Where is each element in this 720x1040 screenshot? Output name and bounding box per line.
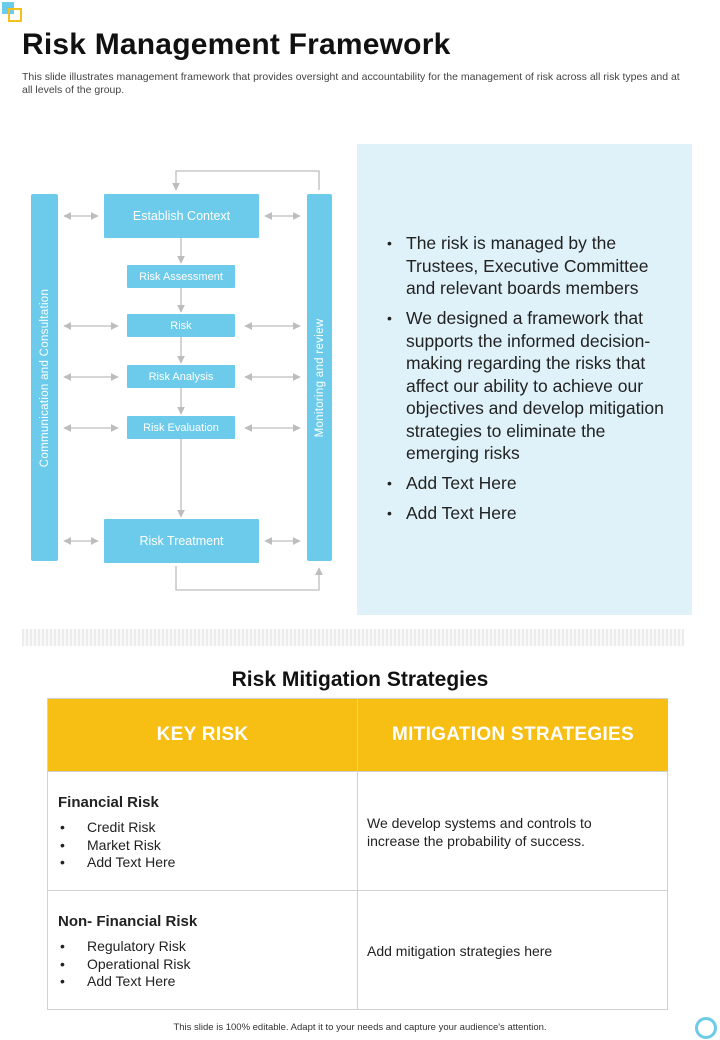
risk-items xyxy=(58,938,348,991)
top-loop-arrow xyxy=(176,171,319,190)
page-title: Risk Management Framework xyxy=(22,28,451,61)
table-row-non-financial-risk xyxy=(58,913,348,991)
footer-note: This slide is 100% editable. Adapt it to your needs and capture your audience's attention. xyxy=(173,1022,547,1033)
strategy-financial-risk: We develop systems and controls to increase the probability of success. xyxy=(367,815,592,849)
row-divider xyxy=(48,890,668,891)
step-risk: Risk xyxy=(127,314,235,337)
risk-item: • Market Risk xyxy=(58,837,348,855)
step-establish-context: Establish Context xyxy=(104,194,259,238)
risk-name: Financial Risk xyxy=(58,794,159,811)
monitoring-bar-label: Monitoring and review xyxy=(313,318,326,437)
risk-item: • Add Text Here xyxy=(58,854,348,872)
risk-items xyxy=(58,819,348,872)
info-bullet: • We designed a framework that supports the informed decision-making regarding the risks that affect our ability to achieve our objectives and develop mitigation strategies to eliminate the emerging risks xyxy=(387,307,677,465)
info-bullet: • Add Text Here xyxy=(387,472,677,495)
info-panel xyxy=(357,144,692,615)
risk-item: • Add Text Here xyxy=(58,973,348,991)
info-bullet-list xyxy=(387,232,677,532)
bottom-loop-arrow xyxy=(176,566,319,590)
strategy-non-financial-risk: Add mitigation strategies here xyxy=(367,943,553,959)
info-bullet: • The risk is managed by the Trustees, Executive Committee and relevant boards members xyxy=(387,232,677,300)
step-risk-assessment: Risk Assessment xyxy=(127,265,235,288)
step-risk-treatment: Risk Treatment xyxy=(104,519,259,563)
page-subtitle: This slide illustrates management framework that provides oversight and accountability for the management of risk across all risk types and at all levels of the group. xyxy=(22,71,680,96)
row-divider xyxy=(48,771,668,772)
table-row-financial-risk xyxy=(58,794,348,872)
monitoring-bar xyxy=(307,194,332,561)
header-key-risk: KEY RISK xyxy=(48,699,357,771)
communication-bar xyxy=(31,194,58,561)
framework-diagram xyxy=(0,140,350,610)
risk-item: • Operational Risk xyxy=(58,956,348,974)
risk-name: Non- Financial Risk xyxy=(58,913,198,930)
corner-decoration xyxy=(2,2,24,24)
section-divider xyxy=(22,629,684,646)
risk-item: • Regulatory Risk xyxy=(58,938,348,956)
mitigation-title: Risk Mitigation Strategies xyxy=(231,668,489,691)
column-divider xyxy=(357,699,358,1010)
info-bullet: • Add Text Here xyxy=(387,502,677,525)
risk-item: • Credit Risk xyxy=(58,819,348,837)
step-risk-evaluation: Risk Evaluation xyxy=(127,416,235,439)
communication-bar-label: Communication and Consultation xyxy=(38,288,51,467)
corner-square-yellow xyxy=(8,8,22,22)
header-mitigation-strategies: MITIGATION STRATEGIES xyxy=(358,699,668,771)
step-risk-analysis: Risk Analysis xyxy=(127,365,235,388)
mitigation-table xyxy=(47,698,668,1010)
circle-icon xyxy=(695,1017,717,1039)
